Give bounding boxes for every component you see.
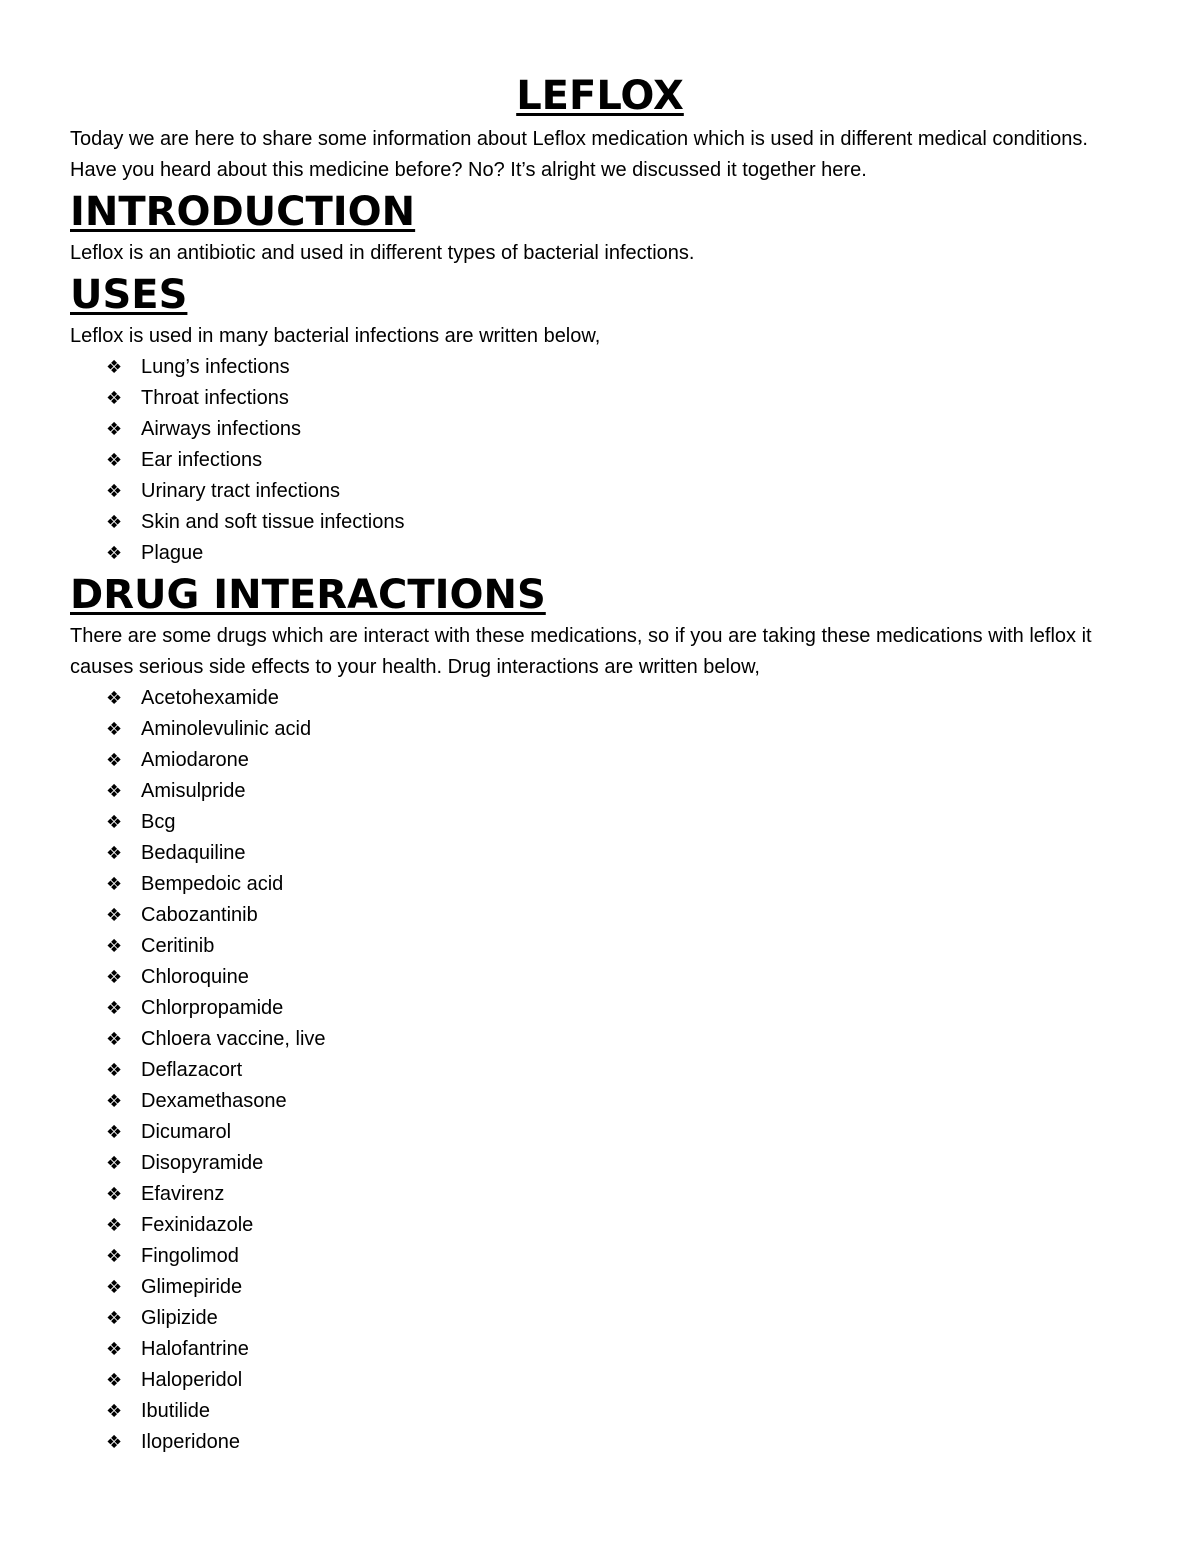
list-item-label: Chlorpropamide <box>141 997 284 1019</box>
uses-list <box>70 352 1130 569</box>
list-item <box>106 1117 1130 1148</box>
diamond-bullet-icon: ❖ <box>106 1184 123 1204</box>
diamond-bullet-icon: ❖ <box>106 1339 123 1359</box>
list-item-label: Chloroquine <box>141 966 249 988</box>
list-item <box>106 683 1130 714</box>
list-item-label: Disopyramide <box>141 1152 264 1174</box>
uses-text: Leflox is used in many bacterial infections are written below, <box>70 325 601 347</box>
diamond-bullet-icon: ❖ <box>106 1401 123 1421</box>
list-item <box>106 1272 1130 1303</box>
list-item-label: Dexamethasone <box>141 1090 287 1112</box>
list-item <box>106 1334 1130 1365</box>
diamond-bullet-icon: ❖ <box>106 419 123 439</box>
uses-heading: USES <box>70 272 188 318</box>
list-item <box>106 507 1130 538</box>
list-item-label: Throat infections <box>141 387 289 409</box>
list-item-label: Amisulpride <box>141 780 246 802</box>
list-item <box>106 1024 1130 1055</box>
diamond-bullet-icon: ❖ <box>106 905 123 925</box>
list-item <box>106 714 1130 745</box>
diamond-bullet-icon: ❖ <box>106 1091 123 1111</box>
diamond-bullet-icon: ❖ <box>106 450 123 470</box>
diamond-bullet-icon: ❖ <box>106 719 123 739</box>
diamond-bullet-icon: ❖ <box>106 998 123 1018</box>
list-item-label: Ear infections <box>141 449 263 471</box>
list-item-label: Cabozantinib <box>141 904 258 926</box>
list-item-label: Dicumarol <box>141 1121 232 1143</box>
diamond-bullet-icon: ❖ <box>106 874 123 894</box>
list-item <box>106 993 1130 1024</box>
list-item-label: Haloperidol <box>141 1369 243 1391</box>
list-item <box>106 1303 1130 1334</box>
list-item <box>106 807 1130 838</box>
list-item <box>106 1086 1130 1117</box>
list-item-label: Lung’s infections <box>141 356 290 378</box>
diamond-bullet-icon: ❖ <box>106 1277 123 1297</box>
list-item-label: Plague <box>141 542 204 564</box>
list-item-label: Fexinidazole <box>141 1214 254 1236</box>
list-item <box>106 476 1130 507</box>
diamond-bullet-icon: ❖ <box>106 1370 123 1390</box>
diamond-bullet-icon: ❖ <box>106 781 123 801</box>
list-item <box>106 962 1130 993</box>
diamond-bullet-icon: ❖ <box>106 1060 123 1080</box>
list-item <box>106 869 1130 900</box>
list-item-label: Bcg <box>141 811 176 833</box>
list-item-label: Bedaquiline <box>141 842 246 864</box>
diamond-bullet-icon: ❖ <box>106 1308 123 1328</box>
list-item <box>106 1210 1130 1241</box>
list-item-label: Airways infections <box>141 418 302 440</box>
list-item <box>106 776 1130 807</box>
list-item <box>106 1055 1130 1086</box>
diamond-bullet-icon: ❖ <box>106 1153 123 1173</box>
list-item-label: Iloperidone <box>141 1431 240 1453</box>
list-item <box>106 414 1130 445</box>
list-item <box>106 383 1130 414</box>
list-item-label: Bempedoic acid <box>141 873 284 895</box>
diamond-bullet-icon: ❖ <box>106 388 123 408</box>
list-item-label: Ceritinib <box>141 935 215 957</box>
diamond-bullet-icon: ❖ <box>106 750 123 770</box>
document-page <box>70 68 1130 1458</box>
drug-interactions-heading: DRUG INTERACTIONS <box>70 572 546 618</box>
list-item-label: Deflazacort <box>141 1059 243 1081</box>
list-item-label: Urinary tract infections <box>141 480 340 502</box>
list-item-label: Acetohexamide <box>141 687 279 709</box>
list-item-label: Amiodarone <box>141 749 249 771</box>
list-item <box>106 1365 1130 1396</box>
list-item-label: Aminolevulinic acid <box>141 718 312 740</box>
list-item <box>106 838 1130 869</box>
introduction-heading: INTRODUCTION <box>70 189 416 235</box>
list-item <box>106 1148 1130 1179</box>
list-item-label: Glipizide <box>141 1307 218 1329</box>
list-item <box>106 900 1130 931</box>
diamond-bullet-icon: ❖ <box>106 688 123 708</box>
list-item-label: Efavirenz <box>141 1183 225 1205</box>
diamond-bullet-icon: ❖ <box>106 512 123 532</box>
list-item-label: Ibutilide <box>141 1400 210 1422</box>
document-title: LEFLOX <box>516 73 684 119</box>
drug-interactions-list <box>70 683 1130 1458</box>
diamond-bullet-icon: ❖ <box>106 843 123 863</box>
diamond-bullet-icon: ❖ <box>106 1029 123 1049</box>
list-item-label: Chloera vaccine, live <box>141 1028 326 1050</box>
list-item-label: Skin and soft tissue infections <box>141 511 405 533</box>
list-item <box>106 352 1130 383</box>
introduction-text: Leflox is an antibiotic and used in different types of bacterial infections. <box>70 242 695 264</box>
list-item <box>106 931 1130 962</box>
diamond-bullet-icon: ❖ <box>106 1122 123 1142</box>
diamond-bullet-icon: ❖ <box>106 812 123 832</box>
list-item-label: Fingolimod <box>141 1245 239 1267</box>
diamond-bullet-icon: ❖ <box>106 1215 123 1235</box>
list-item <box>106 1179 1130 1210</box>
drug-interactions-text: There are some drugs which are interact with these medications, so if you are taking these medications with leflox it causes serious side effects to your health. Drug interactions are written below, <box>70 625 1092 678</box>
list-item <box>106 1396 1130 1427</box>
diamond-bullet-icon: ❖ <box>106 967 123 987</box>
diamond-bullet-icon: ❖ <box>106 543 123 563</box>
diamond-bullet-icon: ❖ <box>106 1246 123 1266</box>
list-item <box>106 745 1130 776</box>
list-item-label: Glimepiride <box>141 1276 243 1298</box>
diamond-bullet-icon: ❖ <box>106 936 123 956</box>
list-item <box>106 1427 1130 1458</box>
diamond-bullet-icon: ❖ <box>106 357 123 377</box>
intro-paragraph: Today we are here to share some information about Leflox medication which is used in different medical conditions. Have you heard about this medicine before? No? It’s alright we discussed it together here. <box>70 128 1088 181</box>
diamond-bullet-icon: ❖ <box>106 481 123 501</box>
list-item <box>106 538 1130 569</box>
list-item <box>106 445 1130 476</box>
list-item-label: Halofantrine <box>141 1338 249 1360</box>
list-item <box>106 1241 1130 1272</box>
diamond-bullet-icon: ❖ <box>106 1432 123 1452</box>
